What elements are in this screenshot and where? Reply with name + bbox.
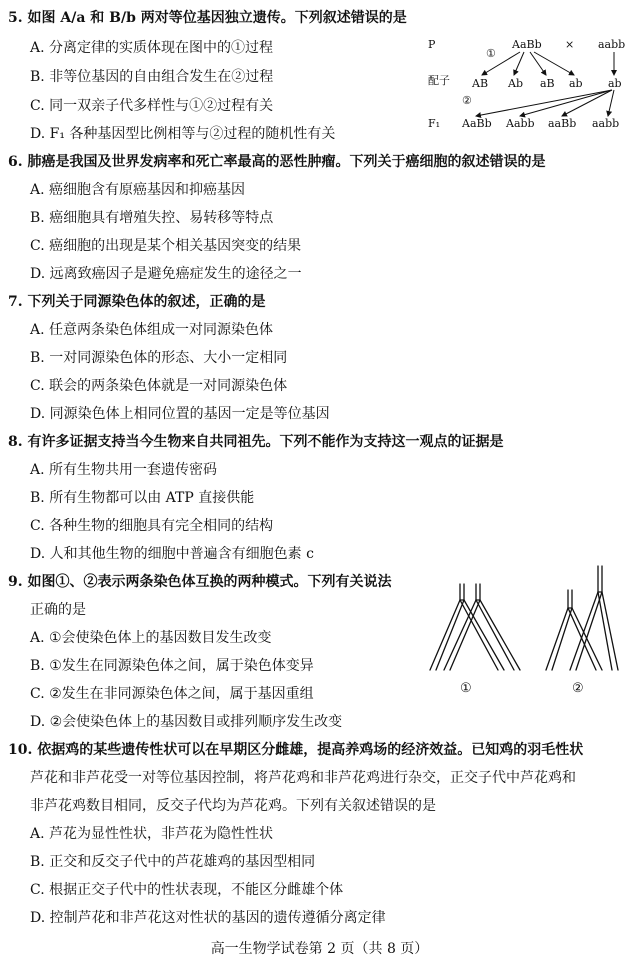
offspring-3: aaBb xyxy=(548,117,577,130)
q6-option-c: C. 癌细胞的出现是某个相关基因突变的结果 xyxy=(30,238,302,254)
offspring-1: AaBb xyxy=(462,117,492,130)
q9-option-a: A. ①会使染色体上的基因数目发生改变 xyxy=(30,630,272,646)
q10-stem-line3: 非芦花鸡数目相同，反交子代均为芦花鸡。下列有关叙述错误的是 xyxy=(30,798,436,814)
q9-option-d: D. ②会使染色体上的基因数目或排列顺序发生改变 xyxy=(30,714,343,730)
step-1-label: ① xyxy=(486,47,496,60)
q7-option-c: C. 联会的两条染色体就是一对同源染色体 xyxy=(30,378,288,394)
q7-option-d: D. 同源染色体上相同位置的基因一定是等位基因 xyxy=(30,406,330,422)
q6-stem: 6. 肺癌是我国及世界发病率和死亡率最高的恶性肿瘤。下列关于癌细胞的叙述错误的是 xyxy=(8,154,546,170)
q6-option-a: A. 癌细胞含有原癌基因和抑癌基因 xyxy=(30,182,246,198)
q8-option-b: B. 所有生物都可以由 ATP 直接供能 xyxy=(30,490,255,506)
q8-option-c: C. 各种生物的细胞具有完全相同的结构 xyxy=(30,518,274,534)
q10-option-c: C. 根据正交子代中的性状表现，不能区分雌雄个体 xyxy=(30,882,344,898)
q9-chromosome-exchange-diagram xyxy=(420,562,632,702)
q5-cross-diagram xyxy=(422,30,634,136)
gamete-ab-2: Ab xyxy=(508,77,523,90)
q5-stem: 5. 如图 A/a 和 B/b 两对等位基因独立遗传。下列叙述错误的是 xyxy=(8,10,407,26)
q9-stem-line1: 9. 如图①、②表示两条染色体互换的两种模式。下列有关说法 xyxy=(8,574,392,590)
q5-option-b: B. 非等位基因的自由组合发生在②过程 xyxy=(30,69,274,85)
q7-option-a: A. 任意两条染色体组成一对同源染色体 xyxy=(30,322,274,338)
cross-symbol: × xyxy=(565,38,575,51)
model-1-label: ① xyxy=(460,681,472,696)
q10-stem-line2: 芦花和非芦花受一对等位基因控制，将芦花鸡和非芦花鸡进行杂交，正交子代中芦花鸡和 xyxy=(30,770,576,786)
q8-option-a: A. 所有生物共用一套遗传密码 xyxy=(30,462,218,478)
model-2-label: ② xyxy=(572,681,584,696)
q10-stem-line1: 10. 依据鸡的某些遗传性状可以在早期区分雌雄，提高养鸡场的经济效益。已知鸡的羽毛性状 xyxy=(8,742,584,758)
gamete-ab-3: aB xyxy=(540,77,555,90)
q10-option-a: A. 芦花为显性性状，非芦花为隐性性状 xyxy=(30,826,274,842)
gamete-label: 配子 xyxy=(428,74,450,87)
p-label: P xyxy=(428,38,436,51)
gamete-ab-5: ab xyxy=(608,77,622,90)
parent1-genotype: AaBb xyxy=(512,38,542,51)
q10-option-d: D. 控制芦花和非芦花这对性状的基因的遗传遵循分离定律 xyxy=(30,910,386,926)
step-2-label: ② xyxy=(462,94,472,107)
q7-option-b: B. 一对同源染色体的形态、大小一定相同 xyxy=(30,350,288,366)
q5-option-c: C. 同一双亲子代多样性与①②过程有关 xyxy=(30,98,274,114)
q8-option-d: D. 人和其他生物的细胞中普遍含有细胞色素 c xyxy=(30,546,314,562)
f1-label: F₁ xyxy=(428,117,441,130)
q8-stem: 8. 有许多证据支持当今生物来自共同祖先。下列不能作为支持这一观点的证据是 xyxy=(8,434,504,450)
page-footer: 高一生物学试卷第 2 页（共 8 页） xyxy=(210,941,429,957)
q10-option-b: B. 正交和反交子代中的芦花雄鸡的基因型相同 xyxy=(30,854,316,870)
q6-option-b: B. 癌细胞具有增殖失控、易转移等特点 xyxy=(30,210,274,226)
q9-option-b: B. ①发生在同源染色体之间，属于染色体变异 xyxy=(30,658,314,674)
offspring-2: Aabb xyxy=(506,117,535,130)
offspring-4: aabb xyxy=(592,117,620,130)
q5-option-d: D. F₁ 各种基因型比例相等与②过程的随机性有关 xyxy=(30,126,336,142)
gamete-ab-1: AB xyxy=(472,77,489,90)
q9-stem-line2: 正确的是 xyxy=(30,602,86,618)
parent2-genotype: aabb xyxy=(598,38,626,51)
q9-option-c: C. ②发生在非同源染色体之间，属于基因重组 xyxy=(30,686,314,702)
q5-option-a: A. 分离定律的实质体现在图中的①过程 xyxy=(30,40,274,56)
q7-stem: 7. 下列关于同源染色体的叙述，正确的是 xyxy=(8,294,266,310)
gamete-ab-4: ab xyxy=(569,77,583,90)
q6-option-d: D. 远离致癌因子是避免癌症发生的途径之一 xyxy=(30,266,302,282)
